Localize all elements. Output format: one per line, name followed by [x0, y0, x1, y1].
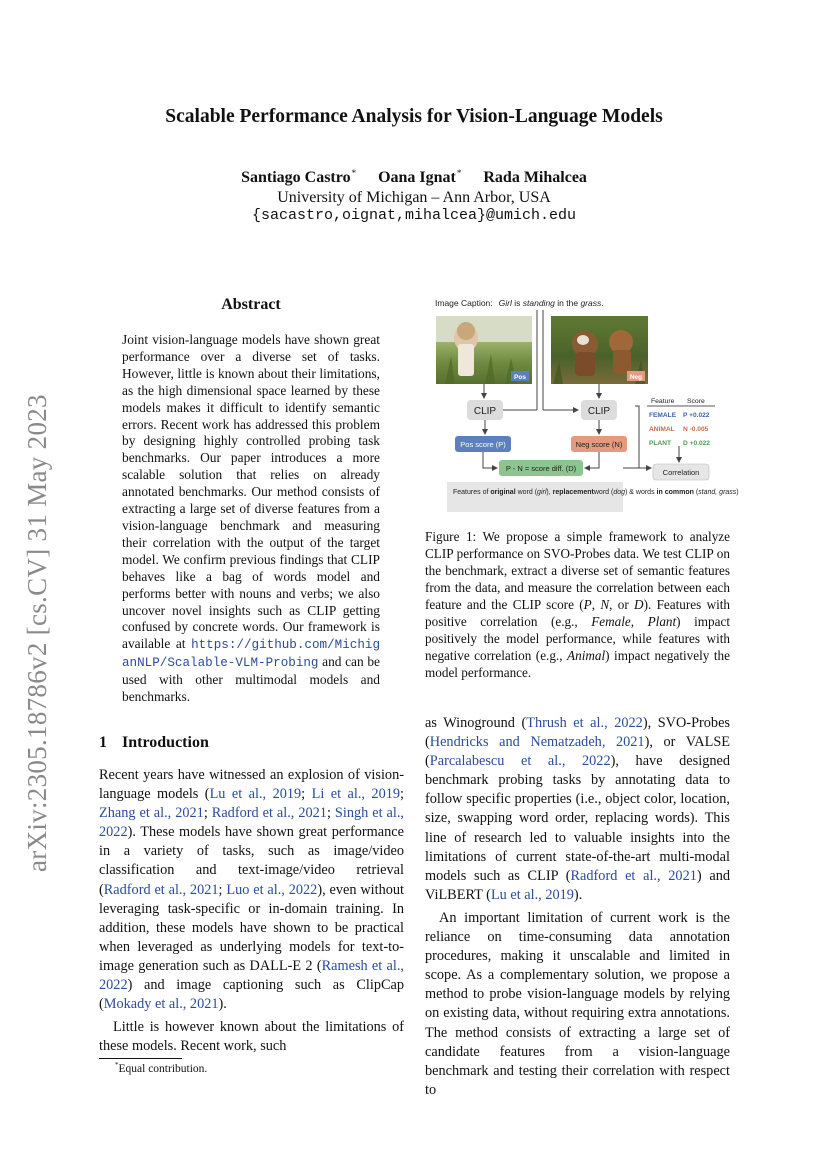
citation[interactable]: Mokady et al., 2021 — [103, 996, 219, 1013]
feature-score: P +0.022 — [683, 412, 710, 419]
neg-to-diff-arrow — [585, 452, 599, 468]
intro-left-column — [99, 766, 404, 1060]
correlation-label: Correlation — [662, 468, 700, 477]
framework-diagram — [425, 296, 739, 522]
abstract-body: Joint vision-language models have shown great performance over a diverse set of tasks. However, little is known about their limitations, as the high dimensional space learned by these models makes it difficult to identify semantic errors. Recent work has addressed this problem by designing highly controlled probing task benchmarks. Our paper introduces a more scalable solution that relies on already annotated benchmarks. Our method consists of extracting a large set of diverse features from a vision-language benchmark and measuring their correlation with the output of the target model. We confirm previous findings that CLIP behaves like a bag of words model and performs better with nouns and verbs; we also uncover novel insights such as CLIP getting confused by concrete words. Our framework is available at https://github.com/MichiganNLP/Scalable-VLM-Probing and can be used with other multimodal models and benchmarks. — [122, 332, 380, 705]
feature-name: PLANT — [649, 440, 671, 447]
clip-label-left: CLIP — [473, 406, 497, 417]
citation[interactable]: Radford et al., 2021 — [570, 867, 697, 884]
citation[interactable]: Zhang et al., 2021 — [99, 805, 204, 822]
citation[interactable]: Thrush et al., 2022 — [526, 715, 643, 731]
neg-tag-label: Neg — [629, 374, 643, 381]
footnote-rule — [99, 1058, 182, 1059]
citation[interactable]: Radford et al., 2021 — [211, 805, 327, 822]
citation[interactable]: Lu et al., 2019 — [209, 786, 302, 803]
neg-score-label: Neg score (N) — [575, 440, 623, 449]
section-heading-introduction: 1 Introduction — [99, 734, 209, 751]
intro-paragraph-2: Little is however known about the limitations of these models. Recent work, such — [99, 1019, 404, 1055]
image-caption-label: Image Caption: Girl is standing in the grass. — [435, 298, 604, 308]
affiliation: University of Michigan – Ann Arbor, USA — [277, 189, 551, 206]
citation[interactable]: Luo et al., 2022 — [226, 881, 318, 898]
intro-right-column — [425, 714, 730, 1104]
table-header-score: Score — [687, 398, 705, 405]
arxiv-identifier: arXiv:2305.18786v2 [cs.CV] 31 May 2023 — [22, 394, 52, 872]
intro-paragraph-4: An important limitation of current work is the reliance on time-consuming data annotation procedures, making it unscalable and limited in scope. As a complementary solution, we propose a method to probe vision-language models by relying on existing data, without requiring extra annotations. The method consists of extracting a large set of candidate features from a vision-language benchmark and testing their correlation with respect to — [425, 909, 730, 1098]
features-box — [447, 482, 623, 512]
citation[interactable]: Ramesh et al., 2022 — [99, 957, 404, 994]
intro-paragraph-1: Recent years have witnessed an explosion of vision-language models (Lu et al., 2019; Li et al., 2019; Zhang et al., 2021; Radford et al., 2021; Singh et al., 2022). These models have shown great performance in a variety of tasks, such as image/video classification and text-image/video retrieval (Radford et al., 2021; Luo et al., 2022), even without leveraging task-specific or in-domain training. In addition, these models have shown to be practical when leveraged as underlying models for text-to-image generation such as DALL-E 2 (Ramesh et al., 2022) and image captioning such as ClipCap (Mokady et al., 2021). — [99, 767, 405, 1013]
feature-score-table — [649, 412, 710, 447]
citation[interactable]: Parcalabescu et al., 2022 — [429, 753, 611, 770]
paper-title: Scalable Performance Analysis for Vision-Language Models — [165, 106, 663, 127]
citation[interactable]: Singh et al., 2022 — [99, 805, 405, 841]
citation[interactable]: Lu et al., 2019 — [490, 886, 574, 903]
pos-to-diff-arrow — [483, 452, 497, 468]
pos-score-label: Pos score (P) — [460, 440, 506, 449]
intro-paragraph-3: as Winoground (Thrush et al., 2022), SVO-Probes (Hendricks and Nematzadeh, 2021), or VALSE (Parcalabescu et al., 2022), have designed benchmark probing tasks by annotating data to follow specific properties (i.e., object color, location, size, swapping word order, replacing words). This line of research led to valuable insights into the limitations of current state-of-the-art multi-modal models such as CLIP (Radford et al., 2021) and ViLBERT (Lu et al., 2019). — [425, 715, 731, 903]
author-2: Oana Ignat* — [378, 168, 462, 186]
citation[interactable]: Li et al., 2019 — [311, 786, 401, 803]
features-description: Features of original word (girl), replacementword (dog) & words in common (stand, grass) — [453, 489, 739, 496]
footnote: *Equal contribution. — [115, 1061, 208, 1075]
author-list — [0, 168, 828, 187]
author-emails: {sacastro,oignat,mihalcea}@umich.edu — [251, 207, 577, 224]
table-header-feature: Feature — [651, 398, 675, 405]
feature-name: ANIMAL — [649, 426, 675, 433]
figure-1-caption: Figure 1: We propose a simple framework to analyze CLIP performance on SVO-Probes data. We test CLIP on the benchmark, extract a diverse set of semantic features from the data, and measure the correlation between each feature and the CLIP score (P, N, or D). Features with positive correlation (e.g., Female, Plant) impact positively the model performance, while features with negative correlation (e.g., Animal) impact negatively the model performance. — [425, 529, 731, 680]
figure-1 — [425, 296, 739, 522]
pos-tag-label: Pos — [514, 374, 526, 381]
feature-score: N -0.005 — [683, 426, 709, 433]
citation[interactable]: Radford et al., 2021 — [103, 881, 219, 898]
feature-score: D +0.022 — [683, 440, 710, 447]
score-diff-label: P - N = score diff. (D) — [505, 464, 577, 473]
clip-label-right: CLIP — [587, 406, 611, 417]
author-1: Santiago Castro* — [241, 168, 357, 186]
feature-name: FEMALE — [649, 412, 677, 419]
author-3: Rada Mihalcea — [483, 169, 587, 186]
repository-link[interactable]: https://github.com/MichiganNLP/Scalable-VLM-Probing — [122, 638, 380, 671]
abstract-heading: Abstract — [221, 296, 281, 313]
table-bracket — [635, 406, 639, 468]
citation[interactable]: Hendricks and Nematzadeh, 2021 — [429, 734, 645, 751]
